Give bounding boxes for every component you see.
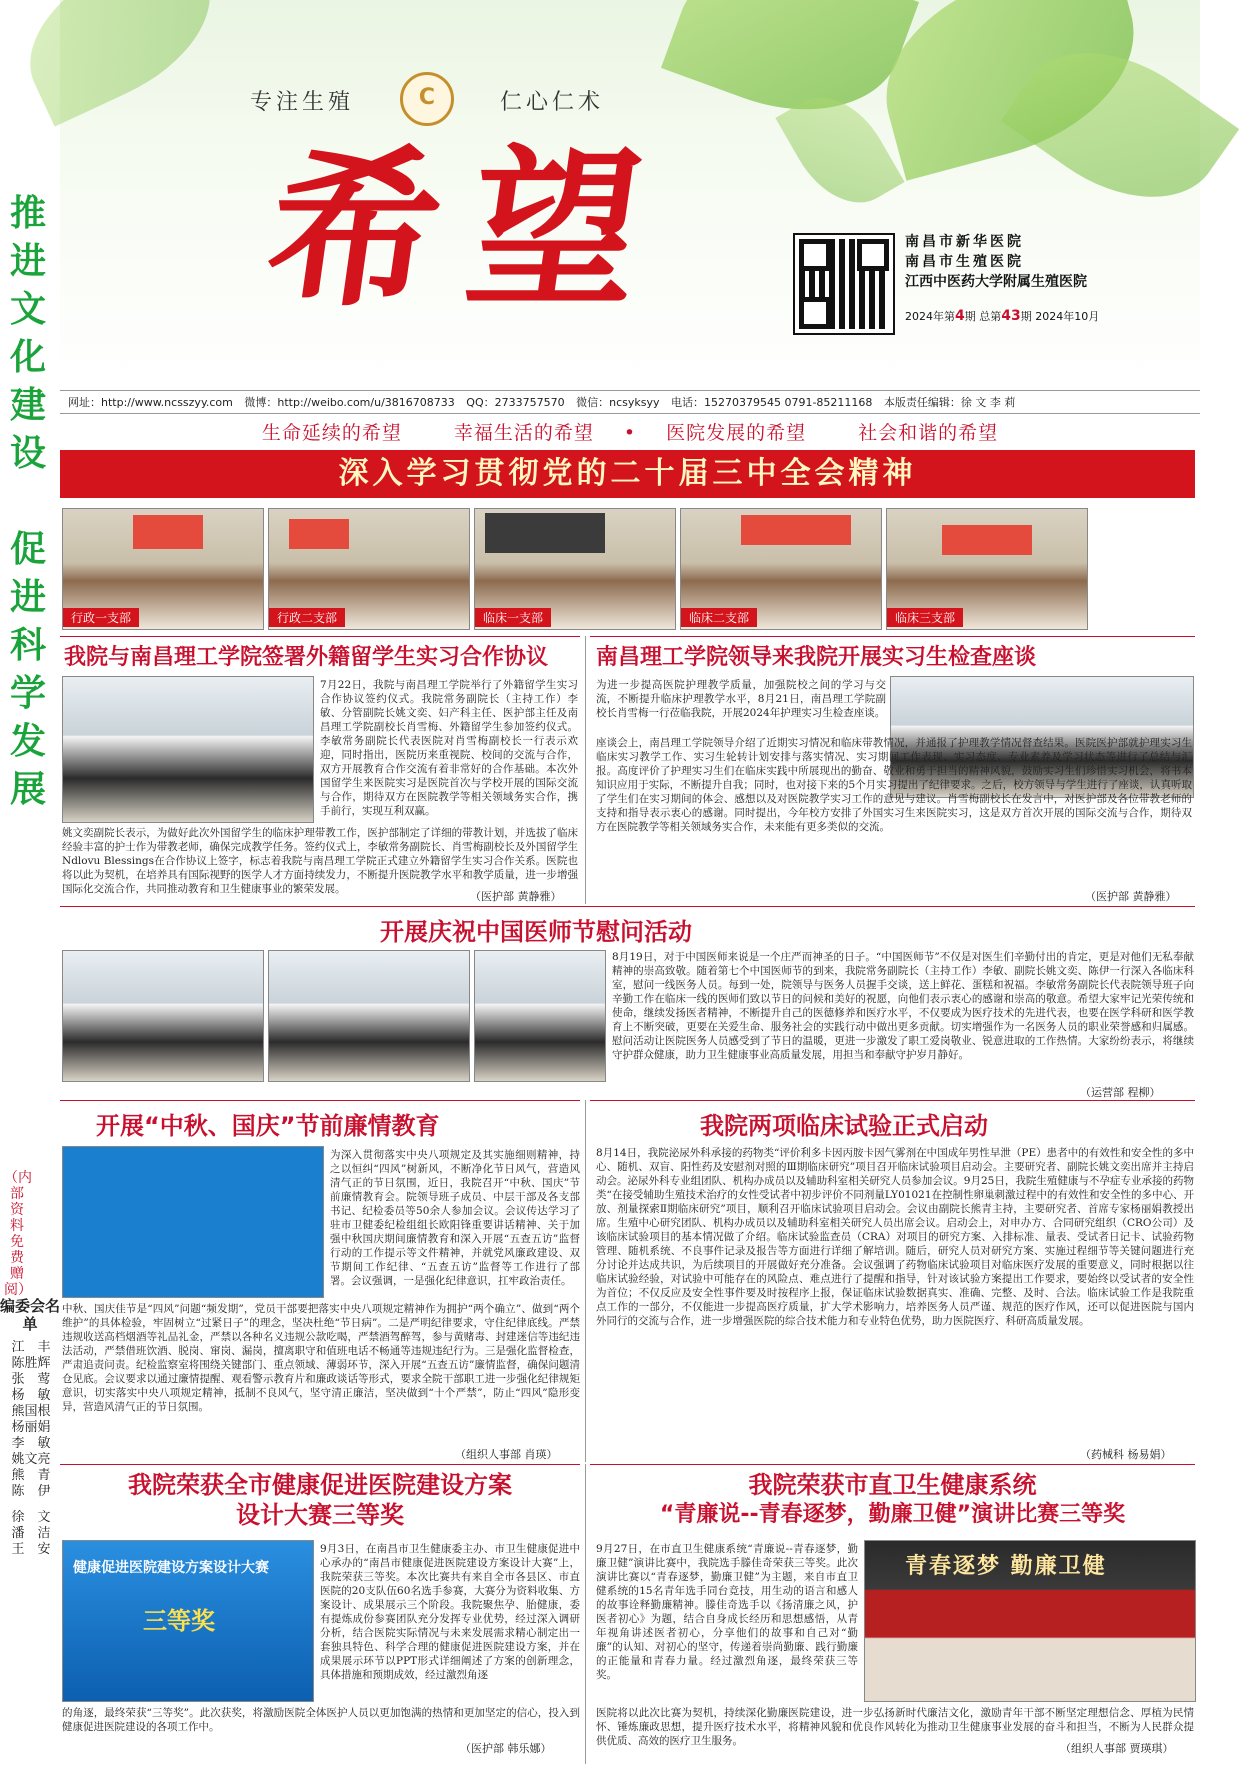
side-slogan (8, 190, 48, 814)
editor-name: 杨丽娟 (11, 1420, 51, 1435)
article-body: 为深入贯彻落实中央八项规定及其实施细则精神，持之以恒纠“四风”树新风，不断净化节日风气，营造风清气正的节日氛围，近日，我院召开“中秋、国庆”节前廉情教育会。院领导班子成员、中层干部及各支部书记、纪检委员等50余人参加会议。会议传达学习了驻市卫健委纪检组组长欧阳锋重要讲话精神、关于加强中秋国庆期间廉情教育和深入开展“五查五访”监督行动的工作提示等文件精神，并就党风廉政建设、双节期间工作纪律、“五查五访”监督等工作进行了部署。会议强调，一是强化纪律意识，扛牢政治责任。 (330, 1149, 580, 1287)
article-body: 8月19日，对于中国医师来说是一个庄严而神圣的日子。“中国医师节”不仅是对医生们辛勤付出的肯定，更是对他们无私奉献精神的崇高致敬。随着第七个中国医师节的到来，我院常务副院长（主持工作）李敏、副院长姚文奕、陈伊一行深入各临床科室，慰问一线医务人员。每到一处，院领导与医务人员握手交谈，送上鲜花、蛋糕和祝福。李敏常务副院长代表院领导班子向辛勤工作在临床一线的医师们致以节日的问候和美好的祝愿，向他们表示衷心的感谢和崇高的敬意。希望大家牢记光荣传统和使命，继续发扬医者精神，不断提升自己的医德修养和医疗水平，不仅要成为医疗技术的先进代表，也要在医学科研和医学教育上不断突破，更要在关爱生命、服务社会的实践行动中做出更多贡献。切实增强作为一名医务人员的职业荣誉感和归属感。慰问活动让医院医务人员感受到了节日的温暖，更进一步激发了职工爱岗敬业、锐意进取的工作热情。大家纷纷表示，将继续守护群众健康，助力卫生健康事业高质量发展，用担当和奉献守护岁月静好。 (612, 951, 1194, 1061)
rule (60, 1100, 580, 1101)
photo-integrity-meeting (62, 1146, 324, 1298)
column-divider (585, 1100, 586, 1462)
rule (60, 1464, 580, 1465)
weibo-link[interactable]: 微博：http://weibo.com/u/3816708733 (244, 396, 455, 409)
slogan-char: 文 (9, 289, 46, 330)
qr-code-icon (795, 235, 893, 333)
editor-name: 熊国根 (11, 1404, 51, 1419)
title-line: 我院荣获全市健康促进医院建设方案 (128, 1471, 512, 1499)
article-body: 座谈会上，南昌理工学院领导介绍了近期实习情况和临床带教情况，并通报了护理教学情况督查结果。医院医护部就护理实习生临床实习教学工作、实习生轮转计划安排与落实情况、实习期间工作表现、实习态度、专业素养及学习状态等进行了总结与汇报。高度评价了护理实习生们在临床实践中所展现出的勤奋、敬业和勇于担当的精神风貌，鼓励实习生们珍惜实习机会，将书本知识应用于实际，不断提升自我；同时，也对接下来的5个月实习提出了纪律要求。之后，校方领导与学生进行了座谈，认真听取了学生们在实习期间的体会、感想以及对医院教学实习工作的意见与建议。肖雪梅副校长在发言中，对医护部及各位带教老师的支持和指导表示衷心的感谢。同时提出，今年校方安排了外国实习生来医院实习，这是双方首次开展的国际交流与合作，期待双方在医院教学等相关领域务实合作，未来能有更多类似的交流。 (596, 737, 1192, 833)
rule (590, 1100, 1195, 1101)
motto-left: 专注生殖 (250, 90, 355, 115)
issue-total: 43 (1001, 308, 1021, 324)
photo-doctors-day-1 (62, 950, 264, 1082)
article-byline: （运营部 程柳） (1080, 1086, 1161, 1099)
article-title: 我院与南昌理工学院签署外籍留学生实习合作协议 (64, 645, 549, 670)
phone-number: 电话：15270379545 0791-85211168 (670, 396, 873, 409)
article-title (590, 1470, 1195, 1530)
issue-mid: 期 总第 (964, 310, 1002, 323)
article-byline: （医护部 黄静雅） (1085, 890, 1177, 903)
motto-right: 仁心仁术 (500, 90, 605, 115)
editor-name: 姚文亮 (11, 1452, 51, 1467)
article-byline: （组织人事部 肖瑛） (455, 1448, 558, 1461)
photo-label: 行政一支部 (63, 608, 139, 627)
editor-name: 杨 敏 (11, 1388, 51, 1403)
hospital-name: 南昌市新华医院 (905, 234, 1024, 250)
column-divider (585, 1464, 586, 1764)
hope-item: 医院发展的希望 (666, 422, 807, 444)
hospital-names (905, 232, 1087, 292)
photo-label: 临床二支部 (681, 608, 757, 627)
editors-title: 编委会名单 (0, 1297, 61, 1333)
rule (590, 1464, 1195, 1465)
editors-list (2, 1340, 60, 1558)
issue-number: 4 (955, 308, 965, 324)
editor-name: 张 莺 (11, 1372, 51, 1387)
photo-label: 临床三支部 (887, 608, 963, 627)
wechat-id: 微信：ncsyksyy (576, 396, 660, 409)
responsible-editor: 本版责任编辑：徐 文 李 莉 (883, 396, 1016, 409)
rule (60, 906, 1195, 907)
editor-name: 王 安 (11, 1542, 51, 1557)
slogan-char: 推 (9, 193, 46, 234)
slogan-char: 设 (9, 433, 46, 474)
title-line: “青廉说--青春逐梦，勤廉卫健”演讲比赛三等奖 (659, 1502, 1126, 1527)
photo-label: 临床一支部 (475, 608, 551, 627)
photo-doctors-day-3 (474, 950, 606, 1082)
issue-prefix: 2024年第 (905, 310, 955, 323)
headline-banner: 深入学习贯彻党的二十届三中全会精神 (60, 450, 1195, 498)
photo-clinic-branch-3 (886, 508, 1088, 630)
slogan-char: 化 (9, 337, 46, 378)
article-body: 医院将以此次比赛为契机，持续深化勤廉医院建设，进一步弘扬新时代廉洁文化，激励青年干部不断坚定理想信念、厚植为民情怀、锤炼廉政思想，提升医疗技术水平，将精神风貌和优良作风转化为推动卫生健康事业发展的奋斗和担当，不断为人民群众提供优质、高效的医疗卫生服务。 (596, 1707, 1194, 1747)
photo-doctors-day-2 (268, 950, 470, 1082)
photo-label: 行政二支部 (269, 608, 345, 627)
article-title: 开展庆祝中国医师节慰问活动 (380, 918, 692, 946)
hope-item: 生命延续的希望 (261, 422, 402, 444)
article-body: 9月3日，在南昌市卫生健康委主办、市卫生健康促进中心承办的“南昌市健康促进医院建设方案设计大赛”上，我院荣获三等奖。本次比赛共有来自全市各县区、市直医院的20支队伍60名选手参赛，大赛分为资料收集、方案设计、成果展示三个阶段。我院聚焦孕、胎健康，委有提炼成份参赛团队充分发挥专业优势，经过深入调研分析，结合医院实际情况与未来发展需求精心制定出一套独具特色、科学合理的健康促进医院建设方案，并在成果展示环节以PPT形式详细阐述了方案的创新理念，具体措施和预期成效，经过激烈角逐 (320, 1543, 580, 1681)
side-note: （内部资料 免费赠阅） (4, 1170, 32, 1298)
article-title (60, 1470, 580, 1530)
rule (590, 636, 1195, 637)
editor-name: 徐 文 (11, 1510, 51, 1525)
issue-info (905, 308, 1099, 324)
issue-suffix: 期 2024年10月 (1020, 310, 1100, 323)
hospital-name: 南昌市生殖医院 (905, 254, 1024, 270)
editor-name: 潘 洁 (11, 1526, 51, 1541)
article-byline: （医护部 韩乐娜） (460, 1742, 552, 1755)
slogan-char: 展 (9, 769, 46, 810)
article-title: 开展“中秋、国庆”节前廉情教育 (96, 1112, 440, 1140)
article-body: 姚文奕副院长表示，为做好此次外国留学生的临床护理带教工作，医护部制定了详细的带教计划，并选拔了临床经验丰富的护士作为带教老师，确保完成教学任务。签约仪式上，李敏常务副院长、肖雪梅副校长及外国留学生Ndlovu Blessings在合作协议上签字，标志着我院与南昌理工学院正式建立外籍留学生实习合作关系。医院也将以此为契机，在培养具有国际视野的医学人才方面持续发力，不断提升医院教学水平和教学质量，进一步增强国际化交流合作，共同推动教育和卫生健康事业的繁荣发展。 (62, 827, 578, 895)
poster-award: 三等奖 (143, 1607, 215, 1635)
editor-name: 李 敏 (11, 1436, 51, 1451)
hope-separator: • (623, 422, 637, 444)
article-body: 7月22日，我院与南昌理工学院举行了外籍留学生实习合作协议签约仪式。我院常务副院长（主持工作）李敏、分管副院长姚文奕、妇产科主任、医护部主任及南昌理工学院副校长肖雪梅、外籍留学生参加签约仪式。李敏常务副院长代表医院对肖雪梅副校长一行表示欢迎，同时指出，医院历来重视院、校间的交流与合作，双方开展教育合作交流有着非常好的合作基础。本次外国留学生来医院实习是医院首次与学校开展的国际交流与合作，期待双方在医院教学等相关领域务实合作，携手前行，实现互利双赢。 (320, 679, 578, 817)
slogan-gap (8, 478, 48, 526)
article-byline: （医护部 黄静雅） (470, 890, 562, 903)
hospital-name: 江西中医药大学附属生殖医院 (905, 274, 1087, 290)
photo-clinic-branch-1 (474, 508, 676, 630)
photo-clinic-branch-2 (680, 508, 882, 630)
article-body: 中秋、国庆佳节是“四风”问题“频发期”，党员干部要把落实中央八项规定精神作为拥护“两个确立”、做到“两个维护”的具体检验，牢固树立“过紧日子”的理念，坚决杜绝“节日病”。二是严明纪律要求，守住纪律底线。严禁违规收送高档烟酒等礼品礼金，严禁以各种名义违规公款吃喝，严禁酒驾醉驾，参与黄赌毒、封建迷信等违纪违法活动，严禁借班饮酒、脱岗、窜岗、漏岗，擅离职守和值班电话不畅通等违规违纪行为。三是强化监督检查，严肃追责问责。纪检监察室将围绕关键部门、重点领域、薄弱环节，深入开展“五查五访”廉情监督，确保问题清仓见底。会议要求以通过廉情提醒、观看警示教育片和廉政谈话等形式，要求全院干部职工进一步强化纪律规矩意识，切实落实中央八项规定精神，抵制不良风气，坚守清正廉洁，坚决做到“十个严禁”，防止“四风”隐形变异，营造风清气正的节日氛围。 (62, 1303, 580, 1413)
slogan-char: 学 (9, 673, 46, 714)
photo-admin-branch-2 (268, 508, 470, 630)
article-body: 9月27日，在市直卫生健康系统“青廉说--青春逐梦，勤廉卫健”演讲比赛中，我院选手滕佳奇荣获三等奖。此次演讲比赛以“青春逐梦，勤廉卫健”为主题，来自市直卫健系统的15名青年选手同台竞技，用生动的语言和感人的故事诠释勤廉精神。滕佳奇选手以《扬清廉之风，护医者初心》为题，结合自身成长经历和思想感悟，从青年视角讲述医者初心，分享他们的故事和自己对“勤廉”的认知、对初心的坚守，传递着崇尚勤廉、践行勤廉的正能量和青春力量。经过激烈角逐，最终荣获三等奖。 (596, 1543, 858, 1681)
editor-gap (2, 1500, 60, 1510)
slogan-char: 科 (9, 625, 46, 666)
hope-item: 社会和谐的希望 (858, 422, 999, 444)
article-body: 8月14日，我院泌尿外科承接的药物类“评价利多卡因丙胺卡因气雾剂在中国成年男性早泄（PE）患者中的有效性和安全性的多中心、随机、双盲、阳性药及安慰剂对照的Ⅲ期临床研究”项目召开临床试验项目启动会。主要研究者、副院长姚文奕出席并主持启动会。泌尿外科专业组团队、机构办成员以及辅助科室相关研究人员参加会议。9月25日，我院生殖健康与不孕症专业承接的药物类“在接受辅助生殖技术治疗的女性受试者中初步评价不同剂量LY01021在控制性卵巢刺激过程中的有效性和安全性的多中心、开放、剂量探索Ⅱ期临床研究”项目，顺利召开临床试验项目启动会。会议由副院长熊青主持，主要研究者、首席专家杨丽娟教授出席。生殖中心研究团队、机构办成员以及辅助科室相关研究人员出席会议。启动会上，对申办方、合同研究组织（CRO公司）及该临床试验项目的基本情况做了介绍。临床试验监查员（CRA）对项目的研究方案、入排标准、量表、受试者日记卡、试验药物管理、随机系统、不良事件记录及报告等方面进行详细了解培训。随后，研究人员对研究方案、实施过程细节等关键问题进行充分讨论并达成共识，为后续项目的开展做好充分准备。会议强调了药物临床试验项目对临床医疗发展的重要意义，同时根据以往临床试验经验，对试验中可能存在的风险点、难点进行了提醒和指导，针对该试验方案提出工作要求，要始终以受试者的安全性为首位；不仅反应及安全性事件要及时按程序上报，保证临床试验数据真实、准确、完整、及时、合法。临床试验工作是我院重点工作的一部分，不仅能进一步提高医疗质量，扩大学术影响力，培养医务人员严谨、规范的医疗作风，还可以促进医院与国内外同行的交流与合作，进一步增强医院的综合技术能力和专业特色优势，助力医院医疗、科研高质量发展。 (596, 1147, 1195, 1327)
rule (60, 636, 580, 637)
slogan-char: 进 (9, 577, 46, 618)
editor-name: 陈胜辉 (11, 1356, 51, 1371)
hospital-logo-icon: C (400, 72, 454, 126)
title-line: 我院荣获市直卫生健康系统 (748, 1471, 1037, 1499)
contact-bar (60, 390, 1200, 414)
photo-admin-branch-1 (62, 508, 264, 630)
article-byline: （组织人事部 贾瑛琪） (1060, 1742, 1174, 1755)
slogan-char: 促 (9, 529, 46, 570)
stage-banner: 青春逐梦 勤廉卫健 (905, 1554, 1107, 1579)
article-byline: （药械科 杨易娟） (1080, 1448, 1172, 1461)
editor-name: 陈 伊 (11, 1484, 51, 1499)
article-body: 为进一步提高医院护理教学质量，加强院校之间的学习与交流，不断提升临床护理教学水平，8月21日，南昌理工学院副校长肖雪梅一行莅临我院，开展2024年护理实习生检查座谈。 (596, 679, 886, 719)
qq-number: QQ：2733757570 (466, 396, 565, 409)
editor-name: 熊 青 (11, 1468, 51, 1483)
poster-caption: 健康促进医院建设方案设计大赛 (73, 1560, 269, 1576)
article-body: 的角逐，最终荣获“三等奖”。此次获奖，将激励医院全体医护人员以更加饱满的热情和更加坚定的信心，投入到健康促进医院建设的各项工作中。 (62, 1707, 580, 1733)
photo-signing-ceremony (62, 676, 314, 823)
photo-award-poster (62, 1540, 314, 1702)
slogan-char: 建 (9, 385, 46, 426)
newspaper-title: 希望 (255, 130, 685, 330)
slogan-char: 进 (9, 241, 46, 282)
article-title: 南昌理工学院领导来我院开展实习生检查座谈 (596, 645, 1037, 670)
photo-speech-contest (864, 1540, 1196, 1702)
hopes-slogan (60, 418, 1200, 445)
column-divider (585, 636, 586, 904)
title-line: 设计大赛三等奖 (236, 1501, 404, 1529)
slogan-char: 发 (9, 721, 46, 762)
website-link[interactable]: 网址：http://www.ncsszyy.com (68, 396, 233, 409)
hope-item: 幸福生活的希望 (453, 422, 594, 444)
article-title: 我院两项临床试验正式启动 (700, 1112, 988, 1140)
editor-name: 江 丰 (11, 1340, 51, 1355)
